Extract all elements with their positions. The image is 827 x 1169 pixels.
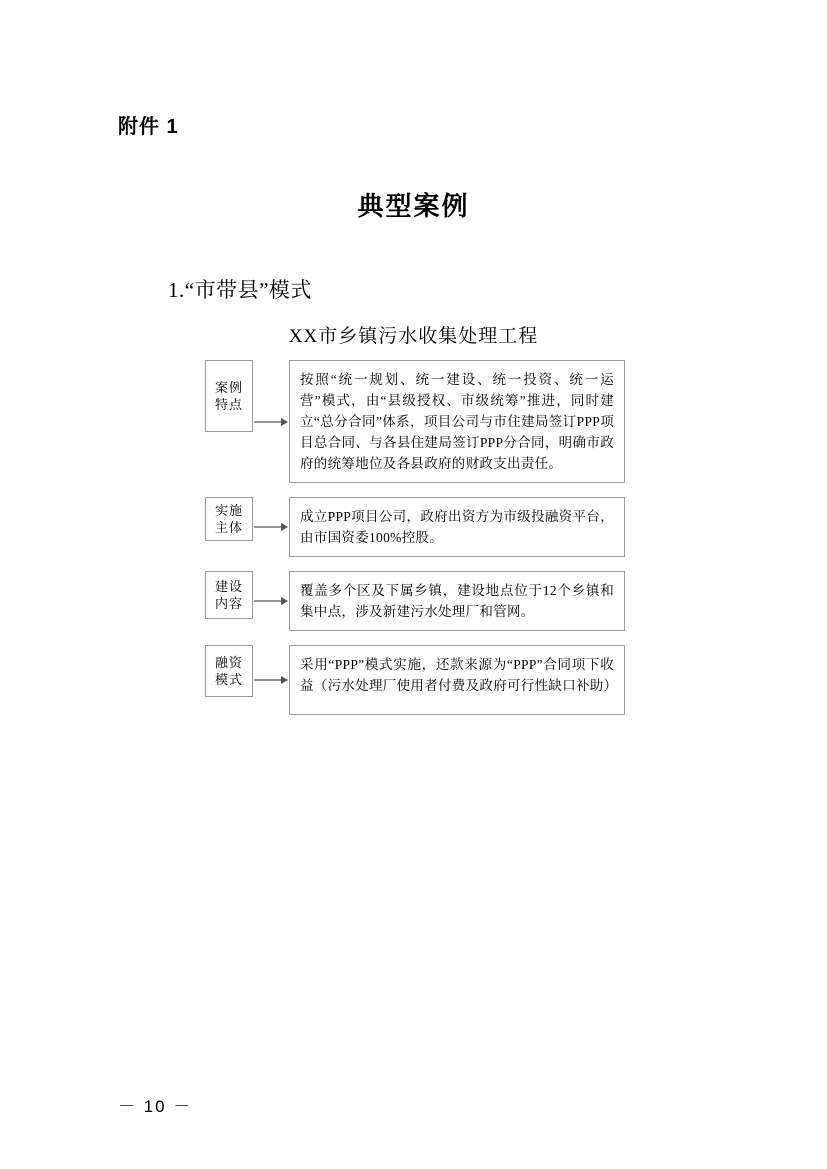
row-label-line2: 模式 [214,672,243,687]
page-number: － 10 － [118,1097,193,1116]
arrow-icon [253,654,289,706]
row-content-case-features: 按照“统一规划、统一建设、统一投资、统一运营”模式，由“县级授权、市级统筹”推进，同时建立“总分合同”体系，项目公司与市住建局签订PPP项目总合同、与各县住建局签订PPP分合同，明确市政府的统筹地位及各县政府的财政支出责任。 [289,360,625,483]
row-label-financing-model [205,645,253,697]
row-label-line1: 建设 [214,579,243,594]
row-label-line2: 特点 [214,397,243,412]
diagram-row [205,497,625,557]
section-heading: 1.“市带县”模式 [168,278,312,302]
arrow-icon [253,505,289,549]
row-label-line1: 融资 [214,655,243,670]
row-label-construction-content [205,571,253,619]
row-content-implementation-entity: 成立PPP项目公司，政府出资方为市级投融资平台，由市国资委100%控股。 [289,497,625,557]
row-label-case-features [205,360,253,432]
diagram-row [205,571,625,631]
page-title: 典型案例 [357,191,470,221]
arrow-icon [253,386,289,458]
row-content-construction-content: 覆盖多个区及下属乡镇，建设地点位于12个乡镇和集中点，涉及新建污水处理厂和管网。 [289,571,625,631]
row-content-financing-model: 采用“PPP”模式实施，还款来源为“PPP”合同项下收益（污水处理厂使用者付费及政府可行性缺口补助） [289,645,625,715]
row-label-line1: 案例 [214,380,243,395]
row-label-line1: 实施 [214,503,243,518]
diagram-row [205,645,625,715]
row-label-implementation-entity [205,497,253,541]
row-label-line2: 内容 [214,596,243,611]
case-title: XX市乡镇污水收集处理工程 [288,326,539,347]
diagram-row [205,360,625,483]
arrow-icon [253,577,289,625]
attachment-label: 附件 1 [118,116,179,138]
row-label-line2: 主体 [214,520,243,535]
case-diagram [205,360,625,729]
